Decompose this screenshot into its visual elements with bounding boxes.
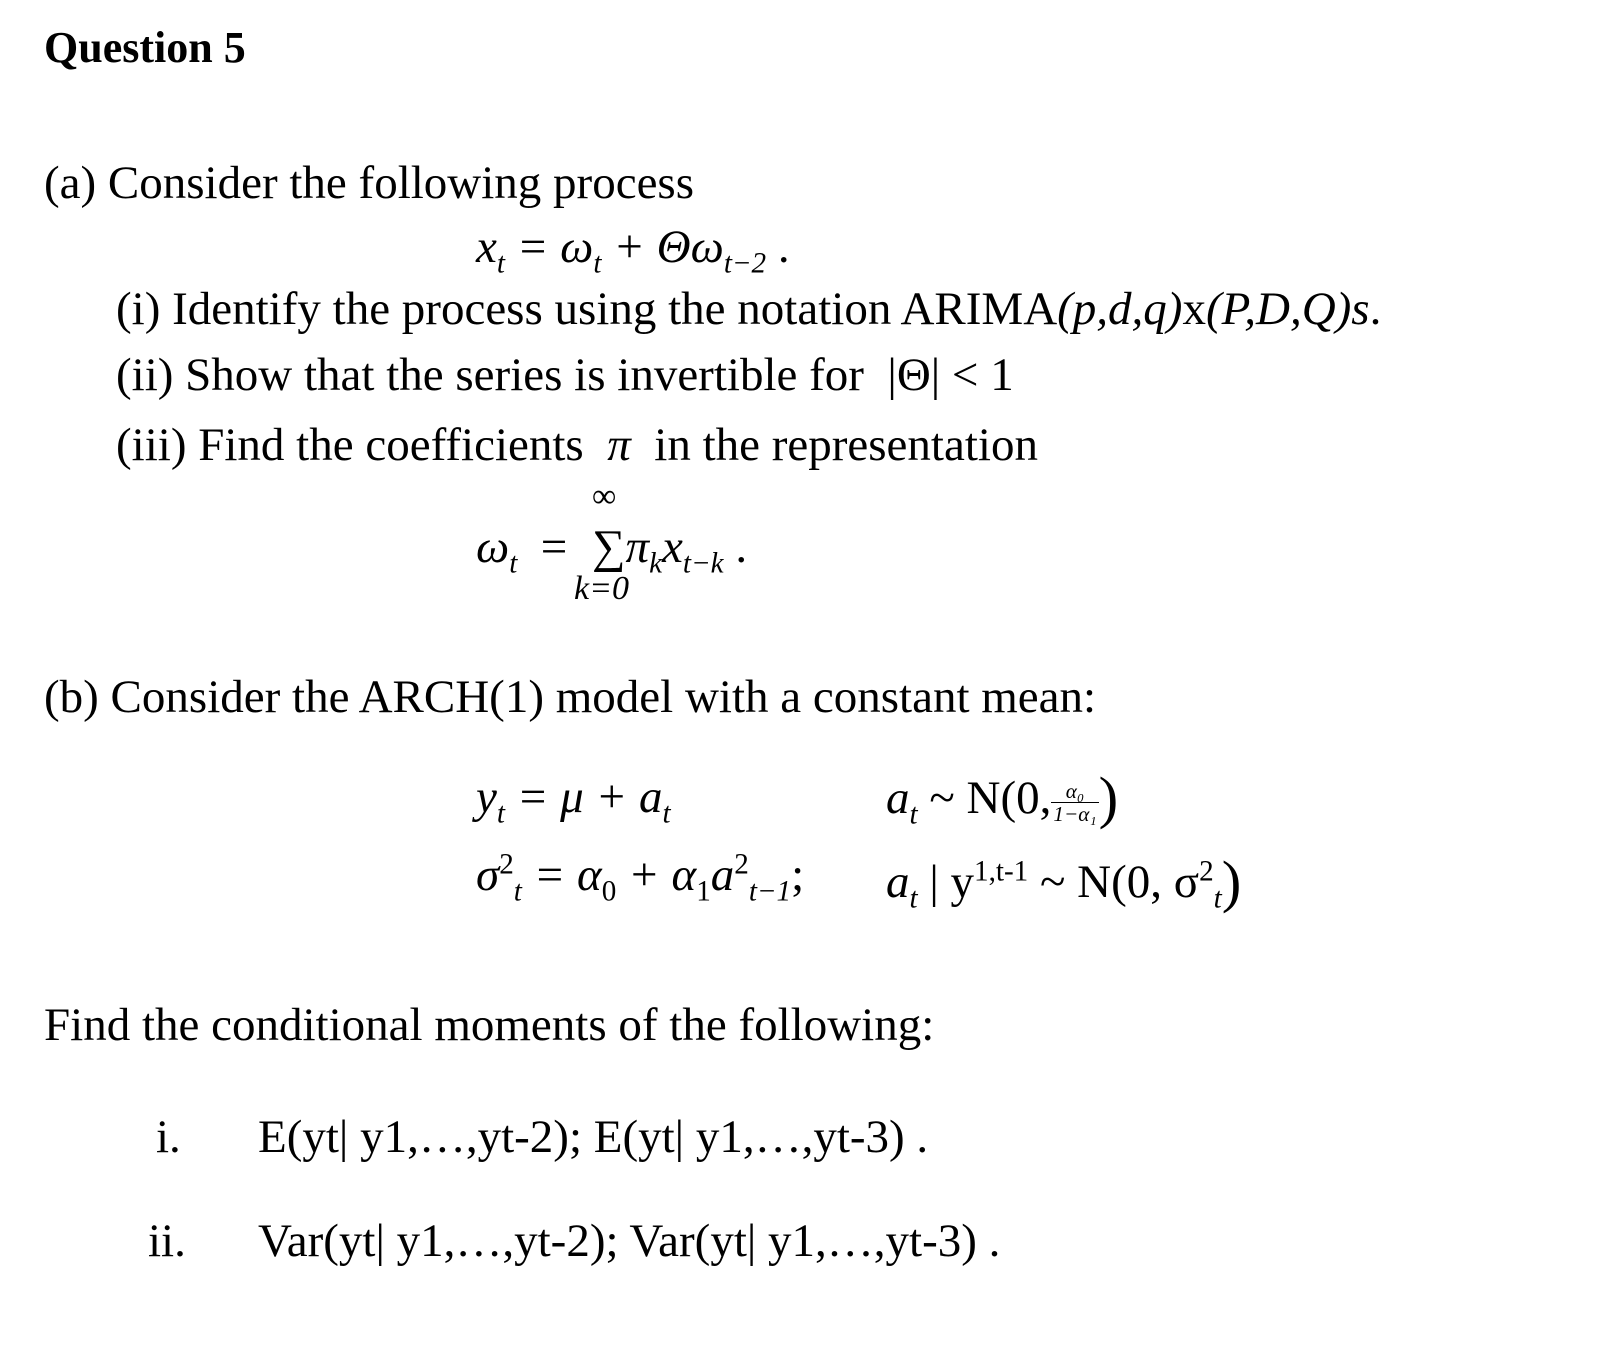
sum-lhs: $\omega_t$ = bbox=[476, 521, 568, 580]
pi-symbol: π bbox=[607, 419, 631, 471]
question-title: Question 5 bbox=[44, 23, 246, 72]
variance-fraction: $\frac{\text{α₀}}{\text{1−α₁}}$ bbox=[1053, 778, 1097, 826]
invertibility-condition: |Θ| < 1 bbox=[887, 349, 1014, 401]
unconditional-distribution: $a_t$ ~ N(0, $\frac{\text{α₀}}{\text{1−α₁}}$ ) bbox=[886, 765, 1119, 831]
item-iii: (iii) Find the coefficients π in the representation bbox=[116, 419, 1038, 471]
find-intro: Find the conditional moments of the following: bbox=[44, 999, 935, 1051]
sum-lower-limit: k=0 bbox=[574, 570, 630, 607]
item-ii: (ii) Show that the series is invertible for |Θ| < 1 bbox=[116, 349, 1014, 401]
part-a-intro: (a) Consider the following process bbox=[44, 157, 695, 209]
conditional-distribution: $a_t$ | $y^{1,t-1}$ ~ N(0, $\sigma^2_t$) bbox=[886, 849, 1242, 915]
find-item-i-text: E(yt| y1,…,yt-2); E(yt| y1,…,yt-3) . bbox=[258, 1111, 929, 1163]
item-i: (i) Identify the process using the notation ARIMA(p,d,q)x(P,D,Q)s. bbox=[116, 283, 1382, 335]
mean-equation: $y_t = \mu + a_t$ bbox=[476, 771, 671, 830]
part-b-intro: (b) Consider the ARCH(1) model with a constant mean: bbox=[44, 671, 1097, 723]
sum-expression: $\sum\pi_kx_{t-k}$ . bbox=[592, 521, 748, 580]
find-item-i-label: i. bbox=[156, 1111, 181, 1163]
find-item-ii-label: ii. bbox=[148, 1215, 186, 1267]
sum-upper-limit: ∞ bbox=[592, 478, 617, 515]
process-equation: $x_t = \omega_t + \Theta\omega_{t-2}$ . bbox=[476, 221, 790, 280]
find-item-ii-text: Var(yt| y1,…,yt-2); Var(yt| y1,…,yt-3) . bbox=[258, 1215, 1001, 1267]
variance-equation: $\sigma^2_t = \alpha_0 + \alpha_1a^2_{t-1}$; bbox=[476, 848, 805, 908]
